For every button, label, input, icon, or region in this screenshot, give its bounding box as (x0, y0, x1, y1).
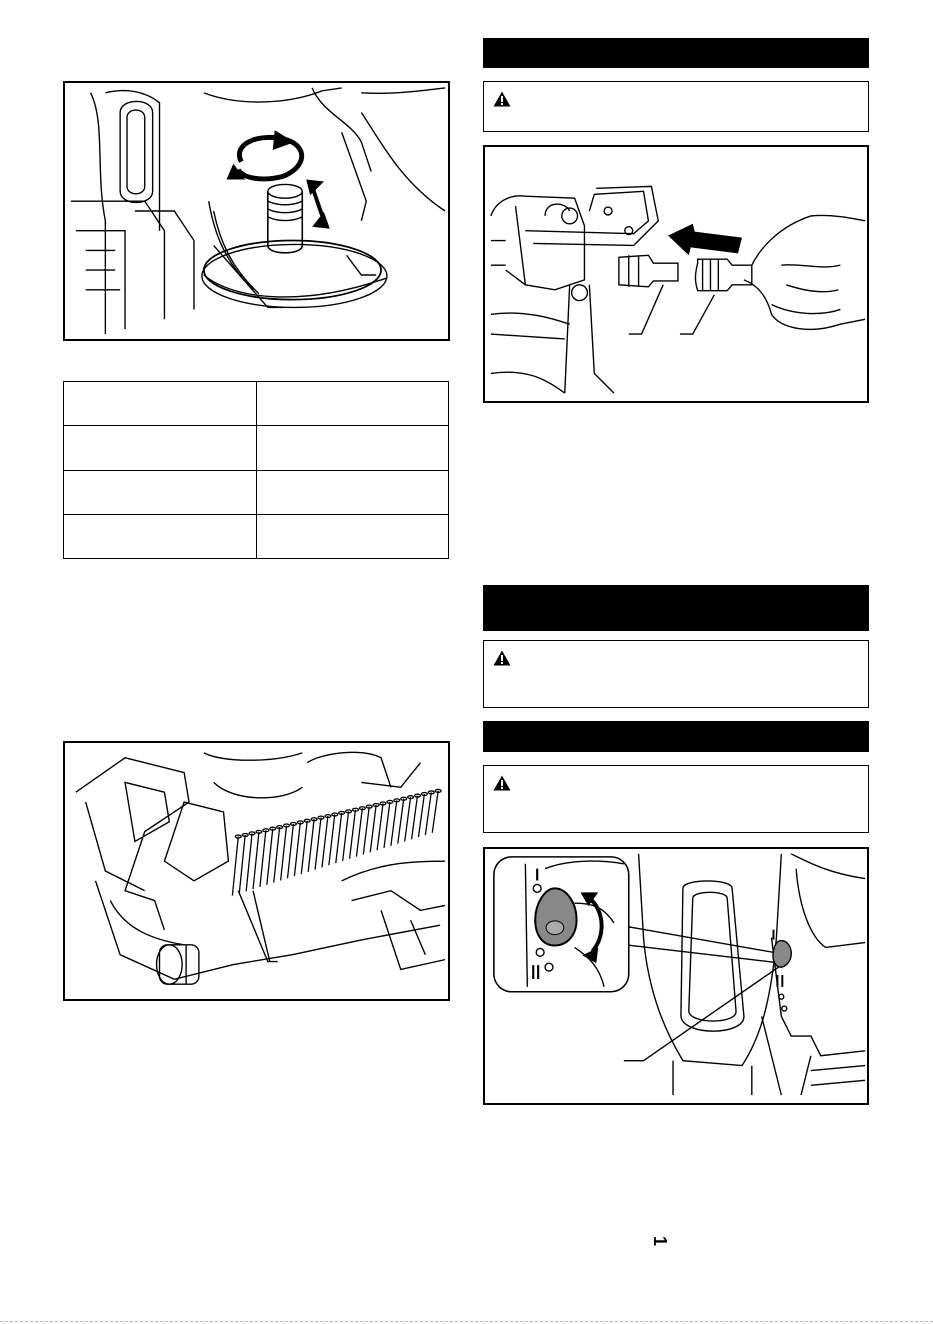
table-cell (256, 514, 449, 558)
warning-icon (493, 650, 511, 666)
nail (322, 816, 328, 867)
nail (405, 797, 411, 841)
nail (294, 822, 300, 876)
nail (377, 803, 383, 850)
table-cell (256, 382, 449, 426)
table-row (64, 382, 449, 426)
nail-head (242, 833, 248, 836)
nail (432, 791, 438, 833)
nail-head (359, 807, 365, 810)
nail (246, 833, 252, 891)
nail (281, 826, 287, 881)
table-row (64, 426, 449, 470)
nail-head (366, 805, 372, 808)
nail-head (387, 800, 393, 803)
nail (315, 818, 321, 870)
nail-head (270, 827, 276, 830)
warning-box (483, 640, 869, 708)
figure-magazine-adjustment (63, 81, 450, 341)
figure-selector-lever (483, 847, 869, 1105)
nail-head (297, 821, 303, 824)
warning-icon (493, 775, 511, 791)
nail-strip (232, 789, 441, 895)
magazine-adjustment-illustration (65, 83, 448, 339)
nail-head (380, 802, 386, 805)
table-cell (64, 382, 257, 426)
table-cell (64, 514, 257, 558)
nail (253, 832, 259, 889)
nail-head (408, 796, 414, 799)
warning-box (483, 81, 869, 132)
nail-head (421, 793, 427, 796)
section-header (483, 721, 869, 752)
nail (363, 807, 369, 855)
nail (267, 829, 273, 885)
nail-head (346, 810, 352, 813)
nail-head (304, 819, 310, 822)
table-cell (64, 470, 257, 514)
nail (384, 802, 390, 848)
warning-icon (493, 91, 511, 107)
nail (370, 805, 376, 852)
nail-head (373, 804, 379, 807)
nail (232, 837, 238, 896)
table-cell (256, 470, 449, 514)
nail (350, 810, 356, 859)
nail (336, 813, 342, 863)
nail (308, 819, 314, 872)
air-hose-illustration (485, 147, 867, 401)
nail (329, 814, 335, 865)
table-row (64, 470, 449, 514)
warning-box (483, 765, 869, 833)
table-cell (64, 426, 257, 470)
nail (274, 827, 280, 883)
nail (391, 800, 397, 845)
nail-head (290, 822, 296, 825)
table-cell (256, 426, 449, 470)
nail (288, 824, 294, 878)
section-header (483, 585, 869, 631)
nail (301, 821, 307, 874)
nail (398, 799, 404, 844)
figure-air-hose-connection (483, 145, 869, 403)
nail (425, 792, 431, 835)
nail-head (311, 818, 317, 821)
nail-coil-illustration (65, 743, 448, 999)
selector-lever-illustration (485, 849, 867, 1103)
nail (260, 830, 266, 887)
table-row (64, 514, 449, 558)
nail (356, 808, 362, 856)
nail (412, 796, 418, 840)
figure-nail-coil (63, 741, 450, 1001)
nail (343, 811, 349, 861)
nail-head (428, 791, 434, 794)
nail (418, 794, 424, 837)
spec-table (63, 381, 449, 559)
section-header (483, 38, 869, 68)
nail (239, 835, 245, 893)
page-footer-mark: 1 (650, 1235, 671, 1247)
nail-head (235, 835, 241, 838)
page-bottom-border (0, 1321, 933, 1322)
nail-head (435, 789, 441, 792)
nail-head (284, 824, 290, 827)
